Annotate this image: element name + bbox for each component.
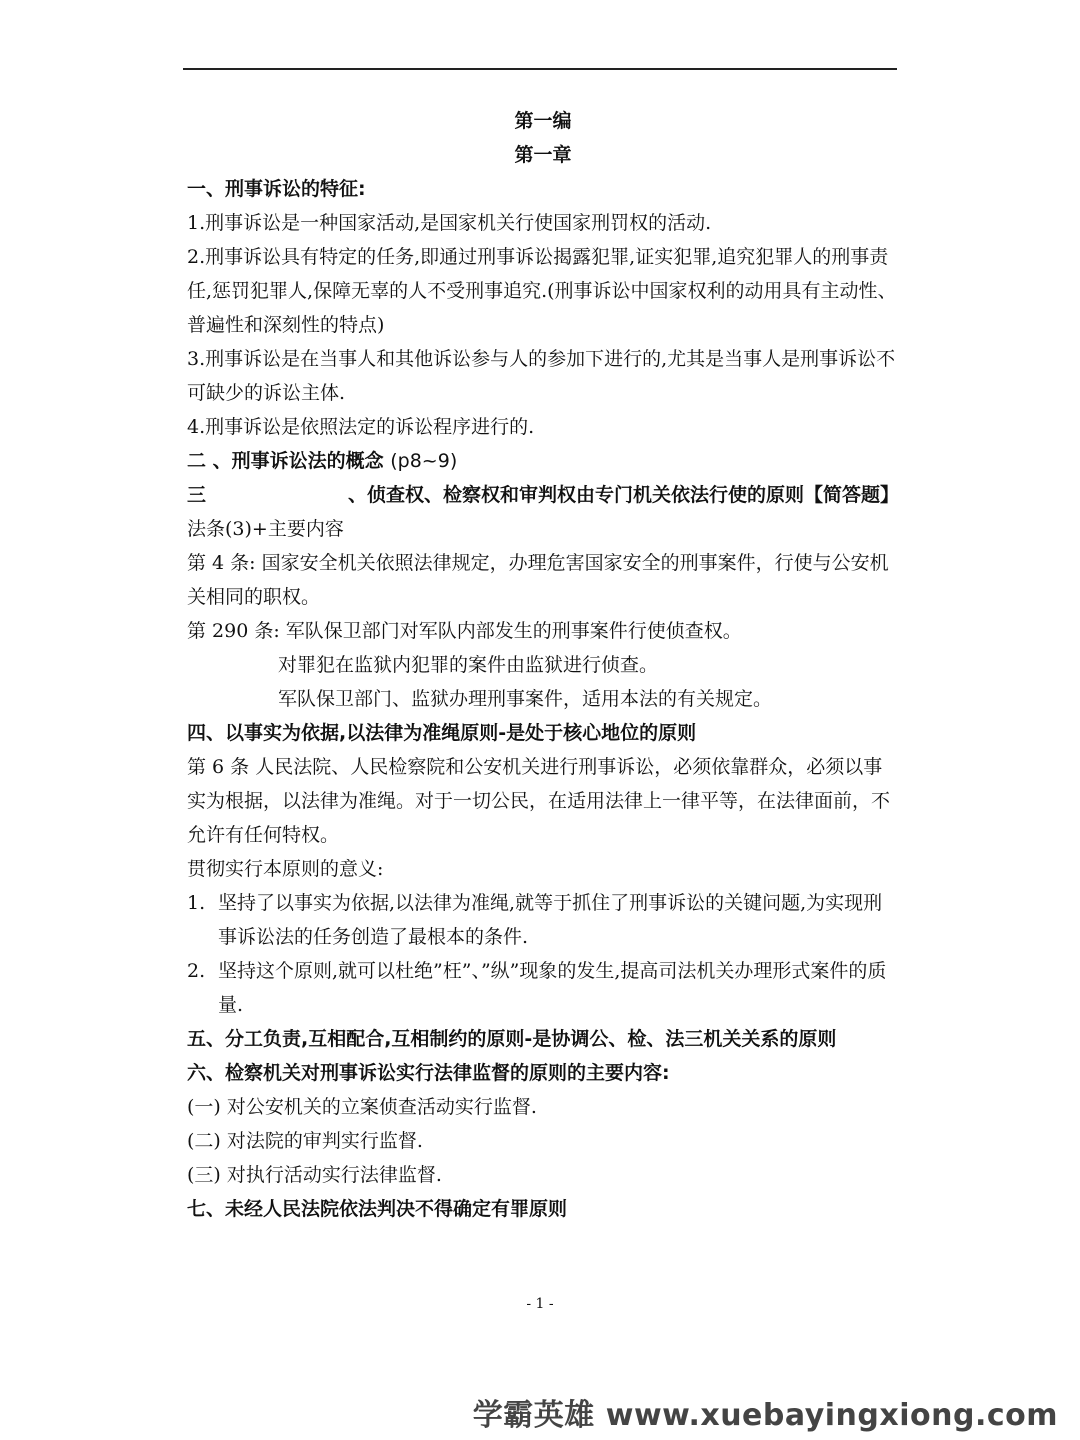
article-290: 第 290 条: 军队保卫部门对军队内部发生的刑事案件行使侦查权。 [187,620,742,642]
meaning-title: 贯彻实行本原则的意义: [187,858,384,880]
section-3-subtitle: 法条(3)+主要内容 [187,518,344,540]
meaning-item-1-number: 1. [187,892,206,914]
s1-item-2: 2.刑事诉讼具有特定的任务,即通过刑事诉讼揭露犯罪,证实犯罪,追究犯罪人的刑事责任,惩罚犯罪人,保障无辜的人不受刑事追究.(刑事诉讼中国家权利的动用具有主动性、普遍性和深刻性的特点) [187,246,897,336]
chapter-title: 第一章 [514,144,572,166]
s6-item-3: (三) 对执行活动实行法律监督. [187,1164,442,1186]
article-4: 第 4 条: 国家安全机关依照法律规定，办理危害国家安全的刑事案件，行使与公安机关相同的职权。 [187,552,889,608]
s6-item-1: (一) 对公安机关的立案侦查活动实行监督. [187,1096,537,1118]
section-2-note: (p8~9) [390,450,458,472]
section-1-heading: 一、刑事诉讼的特征: [187,178,366,200]
s1-item-1: 1.刑事诉讼是一种国家活动,是国家机关行使国家刑罚权的活动. [187,212,712,234]
section-6-heading: 六、检察机关对刑事诉讼实行法律监督的原则的主要内容: [187,1062,670,1084]
section-3-heading [187,478,899,512]
header-rule [183,68,897,70]
section-3-title: 、侦查权、检察权和审判权由专门机关依法行使的原则【简答题】 [347,484,899,506]
document-body [187,104,899,1226]
meaning-item-2-text: 坚持这个原则,就可以杜绝”枉”、”纵”现象的发生,提高司法机关办理形式案件的质量. [218,960,887,1016]
part-title: 第一编 [514,110,572,132]
site-watermark: 学霸英雄 www.xuebayingxiong.com [472,1398,1058,1433]
section-7-heading: 七、未经人民法院依法判决不得确定有罪原则 [187,1198,568,1220]
s1-item-4: 4.刑事诉讼是依照法定的诉讼程序进行的. [187,416,535,438]
s1-item-3: 3.刑事诉讼是在当事人和其他诉讼参与人的参加下进行的,尤其是当事人是刑事诉讼不可缺少的诉讼主体. [187,348,896,404]
s6-item-2: (二) 对法院的审判实行监督. [187,1130,423,1152]
meaning-item-2-number: 2. [187,960,206,982]
section-5-heading: 五、分工负责,互相配合,互相制约的原则-是协调公、检、法三机关关系的原则 [187,1028,837,1050]
section-2-title: 二 、刑事诉讼法的概念 [187,450,384,472]
section-3-prefix: 三 [187,484,207,506]
meaning-item-1-text: 坚持了以事实为依据,以法律为准绳,就等于抓住了刑事诉讼的关键问题,为实现刑事诉讼法的任务创造了最根本的条件. [218,892,883,948]
section-4-heading: 四、以事实为依据,以法律为准绳原则-是处于核心地位的原则 [187,722,697,744]
page-number: - 1 - [526,1296,554,1312]
article-290-line-2: 对罪犯在监狱内犯罪的案件由监狱进行侦查。 [278,654,659,676]
section-2-heading [187,444,899,478]
article-6: 第 6 条 人民法院、人民检察院和公安机关进行刑事诉讼，必须依靠群众，必须以事实为根据，以法律为准绳。对于一切公民，在适用法律上一律平等，在法律面前，不允许有任何特权。 [187,756,891,846]
meaning-item-2 [187,954,899,1022]
article-290-line-3: 军队保卫部门、监狱办理刑事案件，适用本法的有关规定。 [278,688,773,710]
meaning-item-1 [187,886,899,954]
